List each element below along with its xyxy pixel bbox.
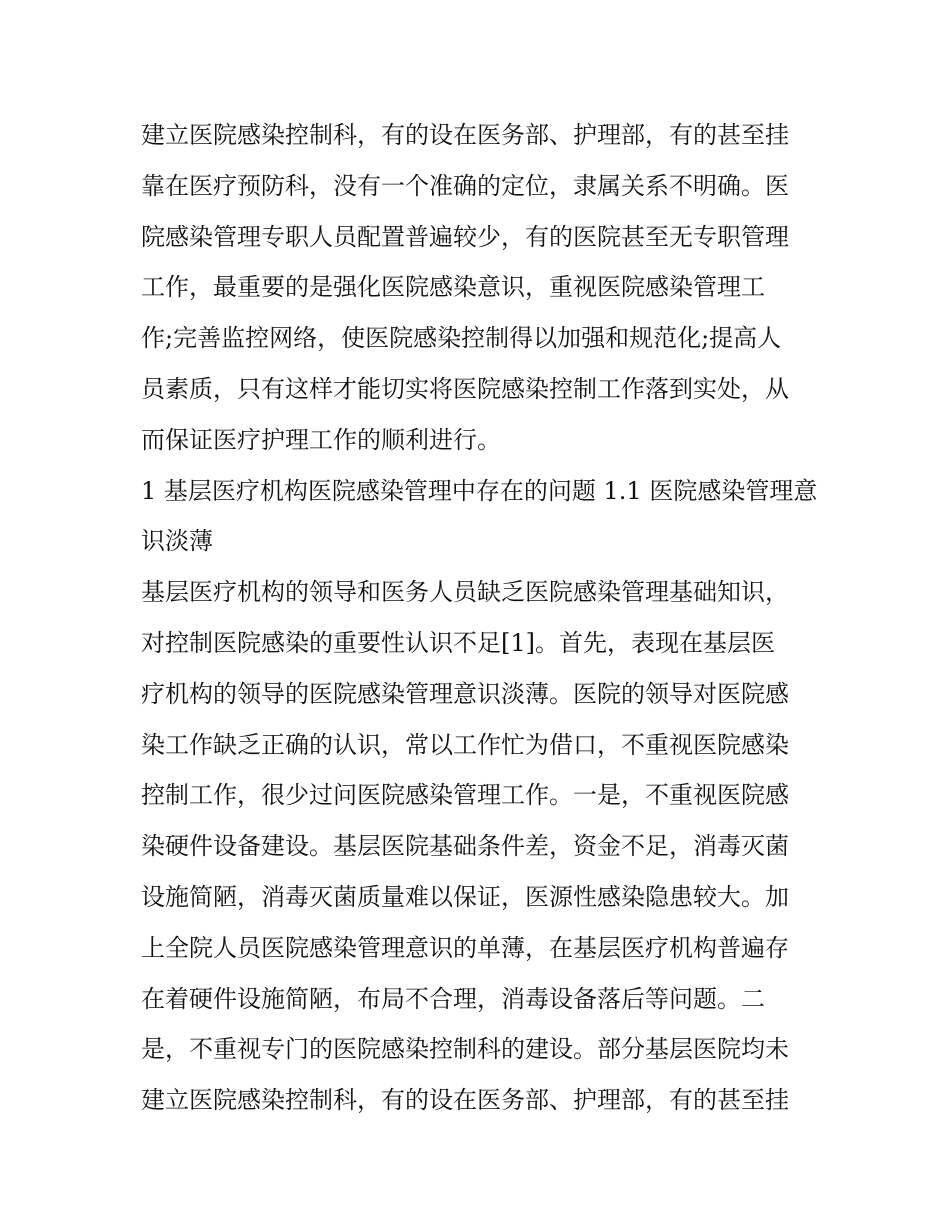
text-line: 院感染管理专职人员配置普遍较少，有的医院甚至无专职管理 <box>141 222 789 251</box>
text-line: 在着硬件设施简陋，布局不合理，消毒设备落后等问题。二 <box>141 984 765 1013</box>
text-line: 染工作缺乏正确的认识，常以工作忙为借口，不重视医院感染 <box>141 730 789 759</box>
section-heading-line: 1 基层医疗机构医院感染管理中存在的问题 1.1 医院感染管理意 <box>141 476 818 505</box>
text-line: 设施简陋，消毒灭菌质量难以保证，医源性感染隐患较大。加 <box>141 882 789 911</box>
text-line: 建立医院感染控制科，有的设在医务部、护理部，有的甚至挂 <box>141 121 789 149</box>
text-line: 疗机构的领导的医院感染管理意识淡薄。医院的领导对医院感 <box>141 679 789 708</box>
text-line: 靠在医疗预防科，没有一个准确的定位，隶属关系不明确。医 <box>141 171 789 200</box>
text-line: 对控制医院感染的重要性认识不足[1]。首先，表现在基层医 <box>141 628 775 657</box>
text-line: 而保证医疗护理工作的顺利进行。 <box>141 425 501 454</box>
text-line: 工作，最重要的是强化医院感染意识，重视医院感染管理工 <box>141 273 765 302</box>
section-heading-line: 识淡薄 <box>141 527 213 556</box>
text-line: 基层医疗机构的领导和医务人员缺乏医院感染管理基础知识， <box>141 578 789 607</box>
text-line: 是，不重视专门的医院感染控制科的建设。部分基层医院均未 <box>141 1035 789 1064</box>
text-line: 上全院人员医院感染管理意识的单薄，在基层医疗机构普遍存 <box>141 933 789 962</box>
text-line: 员素质，只有这样才能切实将医院感染控制工作落到实处，从 <box>141 374 789 403</box>
text-line: 作;完善监控网络，使医院感染控制得以加强和规范化;提高人 <box>141 324 782 353</box>
text-line: 控制工作，很少过问医院感染管理工作。一是，不重视医院感 <box>141 781 789 810</box>
text-line: 建立医院感染控制科，有的设在医务部、护理部，有的甚至挂 <box>141 1086 789 1115</box>
text-line: 染硬件设备建设。基层医院基础条件差，资金不足，消毒灭菌 <box>141 832 789 861</box>
body-text <box>141 110 821 1126</box>
